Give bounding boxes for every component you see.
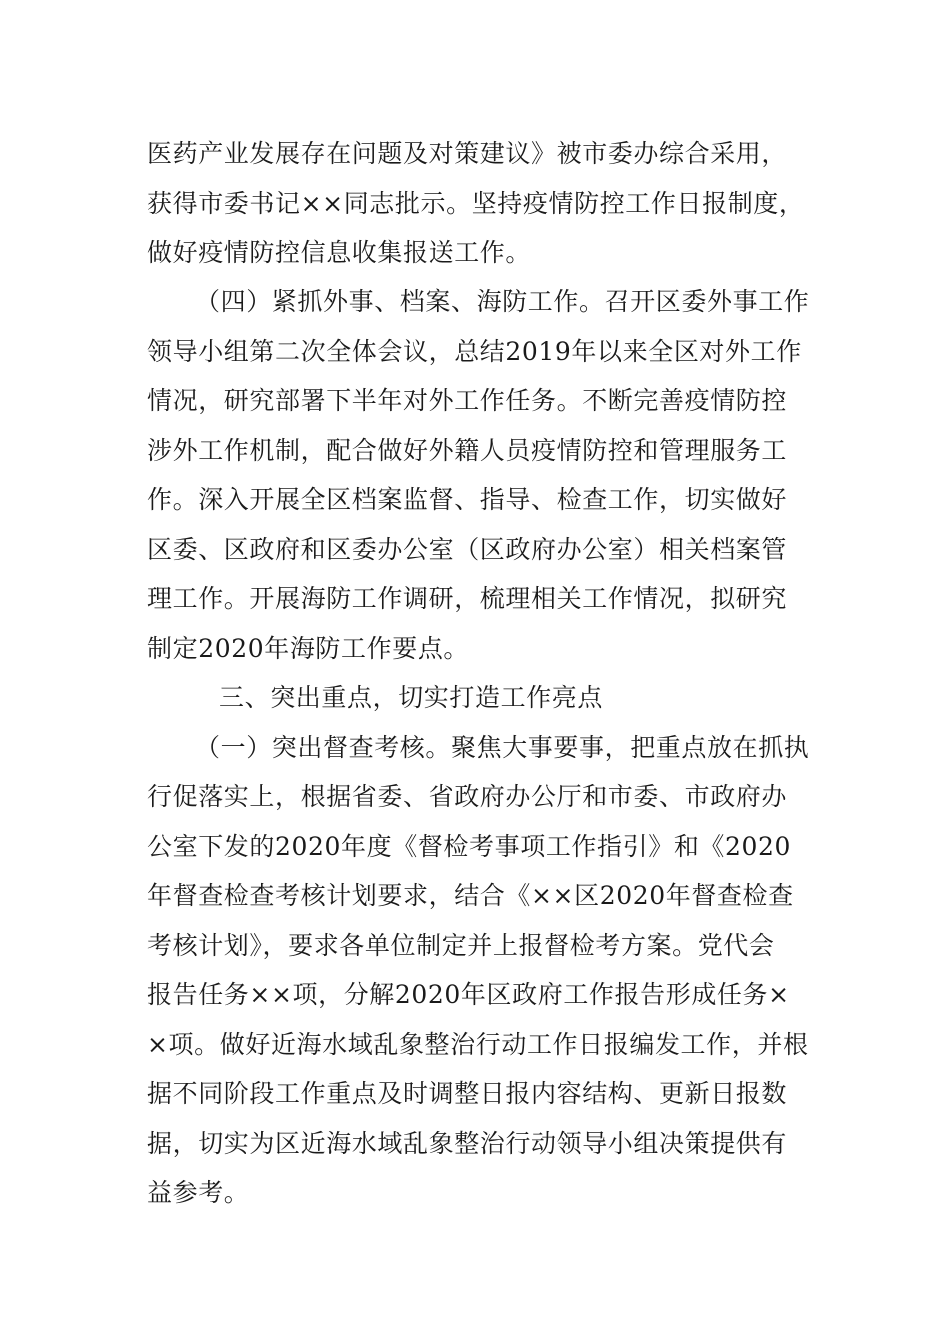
section-heading: 三、突出重点，切实打造工作亮点	[219, 683, 604, 712]
section-4-paragraph-start: （四）紧抓外事、档案、海防工作。召开区委外事工作	[195, 287, 810, 316]
body-text-line: 区委、区政府和区委办公室（区政府办公室）相关档案管	[147, 535, 788, 564]
body-text-line: 益参考。	[147, 1178, 250, 1207]
subsection-1-paragraph-start: （一）突出督查考核。聚焦大事要事，把重点放在抓执	[195, 733, 810, 762]
body-text-line: 据，切实为区近海水域乱象整治行动领导小组决策提供有	[147, 1129, 788, 1158]
body-text-line: 获得市委书记××同志批示。坚持疫情防控工作日报制度，	[147, 189, 805, 218]
body-text-line: 制定2020年海防工作要点。	[147, 634, 470, 663]
body-text-line: 作。深入开展全区档案监督、指导、检查工作，切实做好	[147, 485, 788, 514]
body-text-line: 做好疫情防控信息收集报送工作。	[147, 238, 532, 267]
body-text-line: 年督查检查考核计划要求，结合《××区2020年督查检查	[147, 881, 794, 910]
body-text-line: 考核计划》，要求各单位制定并上报督检考方案。党代会	[147, 931, 775, 960]
body-text-line: 涉外工作机制，配合做好外籍人员疫情防控和管理服务工	[147, 436, 788, 465]
body-text-line: 公室下发的2020年度《督检考事项工作指引》和《2020	[147, 832, 792, 861]
body-text-line: ×项。做好近海水域乱象整治行动工作日报编发工作，并根	[147, 1030, 809, 1059]
body-text-line: 报告任务××项，分解2020年区政府工作报告形成任务×	[147, 980, 790, 1009]
body-text-line: 据不同阶段工作重点及时调整日报内容结构、更新日报数	[147, 1079, 788, 1108]
body-text-line: 领导小组第二次全体会议，总结2019年以来全区对外工作	[147, 337, 802, 366]
body-text-line: 理工作。开展海防工作调研，梳理相关工作情况，拟研究	[147, 584, 788, 613]
body-text-line: 医药产业发展存在问题及对策建议》被市委办综合采用，	[147, 139, 788, 168]
body-text-line: 行促落实上，根据省委、省政府办公厅和市委、市政府办	[147, 782, 788, 811]
body-text-line: 情况，研究部署下半年对外工作任务。不断完善疫情防控	[147, 386, 788, 415]
